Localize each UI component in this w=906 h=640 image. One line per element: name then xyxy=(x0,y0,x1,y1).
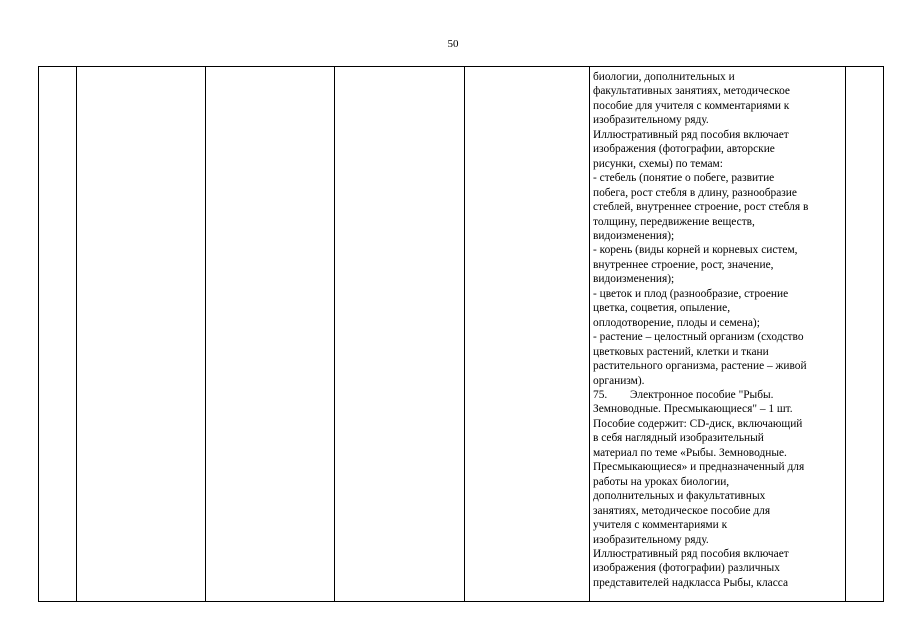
table-cell-col7 xyxy=(846,67,884,602)
text-line: оплодотворение, плоды и семена); xyxy=(593,316,760,329)
text-line: Земноводные. Пресмыкающиеся" – 1 шт. xyxy=(593,403,793,416)
text-line: работы на уроках биологии, xyxy=(593,475,730,488)
table-cell-col4 xyxy=(335,67,465,602)
text-line: изображения (фотографии, авторские xyxy=(593,143,775,156)
text-line: видоизменения); xyxy=(593,273,675,286)
text-line: пособие для учителя с комментариями к xyxy=(593,99,790,112)
table-cell-col1 xyxy=(39,67,77,602)
text-line: цветка, соцветия, опыление, xyxy=(593,302,731,315)
table-cell-description xyxy=(590,67,846,602)
text-line: материал по теме «Рыбы. Земноводные. xyxy=(593,446,787,459)
text-line: организм). xyxy=(593,374,645,387)
text-line: внутреннее строение, рост, значение, xyxy=(593,258,774,271)
text-line: занятиях, методическое пособие для xyxy=(593,504,771,517)
text-line: представителей надкласса Рыбы, класса xyxy=(593,576,788,589)
text-line: биологии, дополнительных и xyxy=(593,71,735,83)
text-line: цветковых растений, клетки и ткани xyxy=(593,345,769,358)
text-line: 75. Электронное пособие "Рыбы. xyxy=(593,388,774,401)
text-line: изобразительному ряду. xyxy=(593,114,709,127)
text-line: видоизменения); xyxy=(593,229,675,242)
table-cell-col2 xyxy=(77,67,206,602)
text-line: Пресмыкающиеся» и предназначенный для xyxy=(593,461,805,474)
text-line: стеблей, внутреннее строение, рост стебля в xyxy=(593,201,809,214)
text-line: - растение – целостный организм (сходство xyxy=(593,331,804,344)
text-line: учителя с комментариями к xyxy=(593,519,728,532)
table-cell-col5 xyxy=(465,67,590,602)
text-line: дополнительных и факультативных xyxy=(593,490,766,503)
table-row xyxy=(39,67,884,602)
text-line: - цветок и плод (разнообразие, строение xyxy=(593,287,789,300)
text-line: побега, рост стебля в длину, разнообразие xyxy=(593,186,797,199)
text-line: рисунки, схемы) по темам: xyxy=(593,157,723,170)
text-line: факультативных занятиях, методическое xyxy=(593,85,790,98)
text-line: - стебель (понятие о побеге, развитие xyxy=(593,172,775,185)
text-line: растительного организма, растение – живой xyxy=(593,360,807,373)
text-line: - корень (виды корней и корневых систем, xyxy=(593,244,798,257)
text-line: толщину, передвижение веществ, xyxy=(593,215,755,228)
page-number: 50 xyxy=(447,38,459,50)
text-line: изображения (фотографии) различных xyxy=(593,562,780,575)
text-line: Иллюстративный ряд пособия включает xyxy=(593,128,789,141)
description-text xyxy=(593,70,843,590)
text-line: в себя наглядный изобразительный xyxy=(593,432,764,445)
text-line: изобразительному ряду. xyxy=(593,533,709,546)
table-cell-col3 xyxy=(206,67,335,602)
text-line: Иллюстративный ряд пособия включает xyxy=(593,547,789,560)
document-table xyxy=(38,66,884,602)
text-line: Пособие содержит: CD-диск, включающий xyxy=(593,417,803,430)
